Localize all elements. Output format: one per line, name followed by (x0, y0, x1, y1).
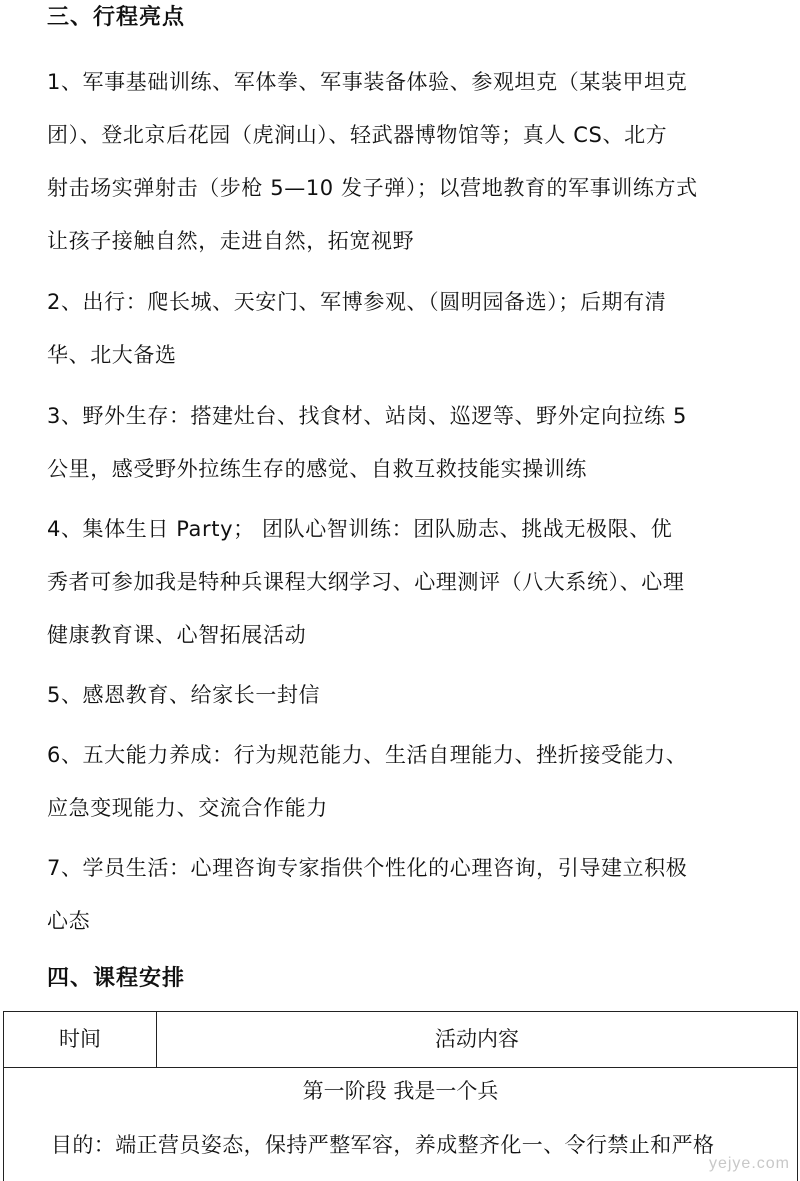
text-line: 7、学员生活：心理咨询专家指供个性化的心理咨询，引导建立积极 (47, 856, 688, 880)
text-line: 射击场实弹射击（步枪 5—10 发子弹）；以营地教育的军事训练方式 (47, 176, 698, 200)
text-line: 3、野外生存：搭建灶台、找食材、站岗、巡逻等、野外定向拉练 5 (47, 404, 687, 428)
text-line: 2、出行：爬长城、天安门、军博参观、（圆明园备选）；后期有清 (47, 290, 667, 314)
text-line: 1、军事基础训练、军体拳、军事装备体验、参观坦克（某装甲坦克 (47, 70, 688, 94)
section-heading-highlights: 三、行程亮点 (47, 5, 186, 30)
text-line: 华、北大备选 (47, 343, 177, 367)
text-line: 应急变现能力、交流合作能力 (47, 796, 328, 820)
header-time: 时间 (59, 1027, 101, 1051)
text-line: 团）、登北京后花园（虎涧山）、轻武器博物馆等；真人 CS、北方 (47, 123, 668, 147)
section-heading-schedule: 四、课程安排 (47, 966, 186, 991)
text-line: 秀者可参加我是特种兵课程大纲学习、心理测评（八大系统）、心理 (47, 570, 685, 594)
watermark: yejye.com (708, 1155, 790, 1172)
header-activity-content: 活动内容 (435, 1027, 519, 1051)
text-line: 4、集体生日 Party； 团队心智训练：团队励志、挑战无极限、优 (47, 517, 673, 541)
text-line: 6、五大能力养成：行为规范能力、生活自理能力、挫折接受能力、 (47, 743, 688, 767)
text-line: 让孩子接触自然，走进自然，拓宽视野 (47, 229, 415, 253)
schedule-table (3, 1011, 798, 1181)
stage-purpose: 目的：端正营员姿态，保持严整军容，养成整齐化一、令行禁止和严格 (51, 1133, 715, 1157)
stage-title: 第一阶段 我是一个兵 (302, 1079, 499, 1103)
text-line: 5、感恩教育、给家长一封信 (47, 683, 321, 707)
text-line: 健康教育课、心智拓展活动 (47, 623, 307, 647)
text-line: 心态 (47, 909, 91, 933)
text-line: 公里，感受野外拉练生存的感觉、自救互救技能实操训练 (47, 457, 587, 481)
table-header-row (4, 1012, 797, 1068)
